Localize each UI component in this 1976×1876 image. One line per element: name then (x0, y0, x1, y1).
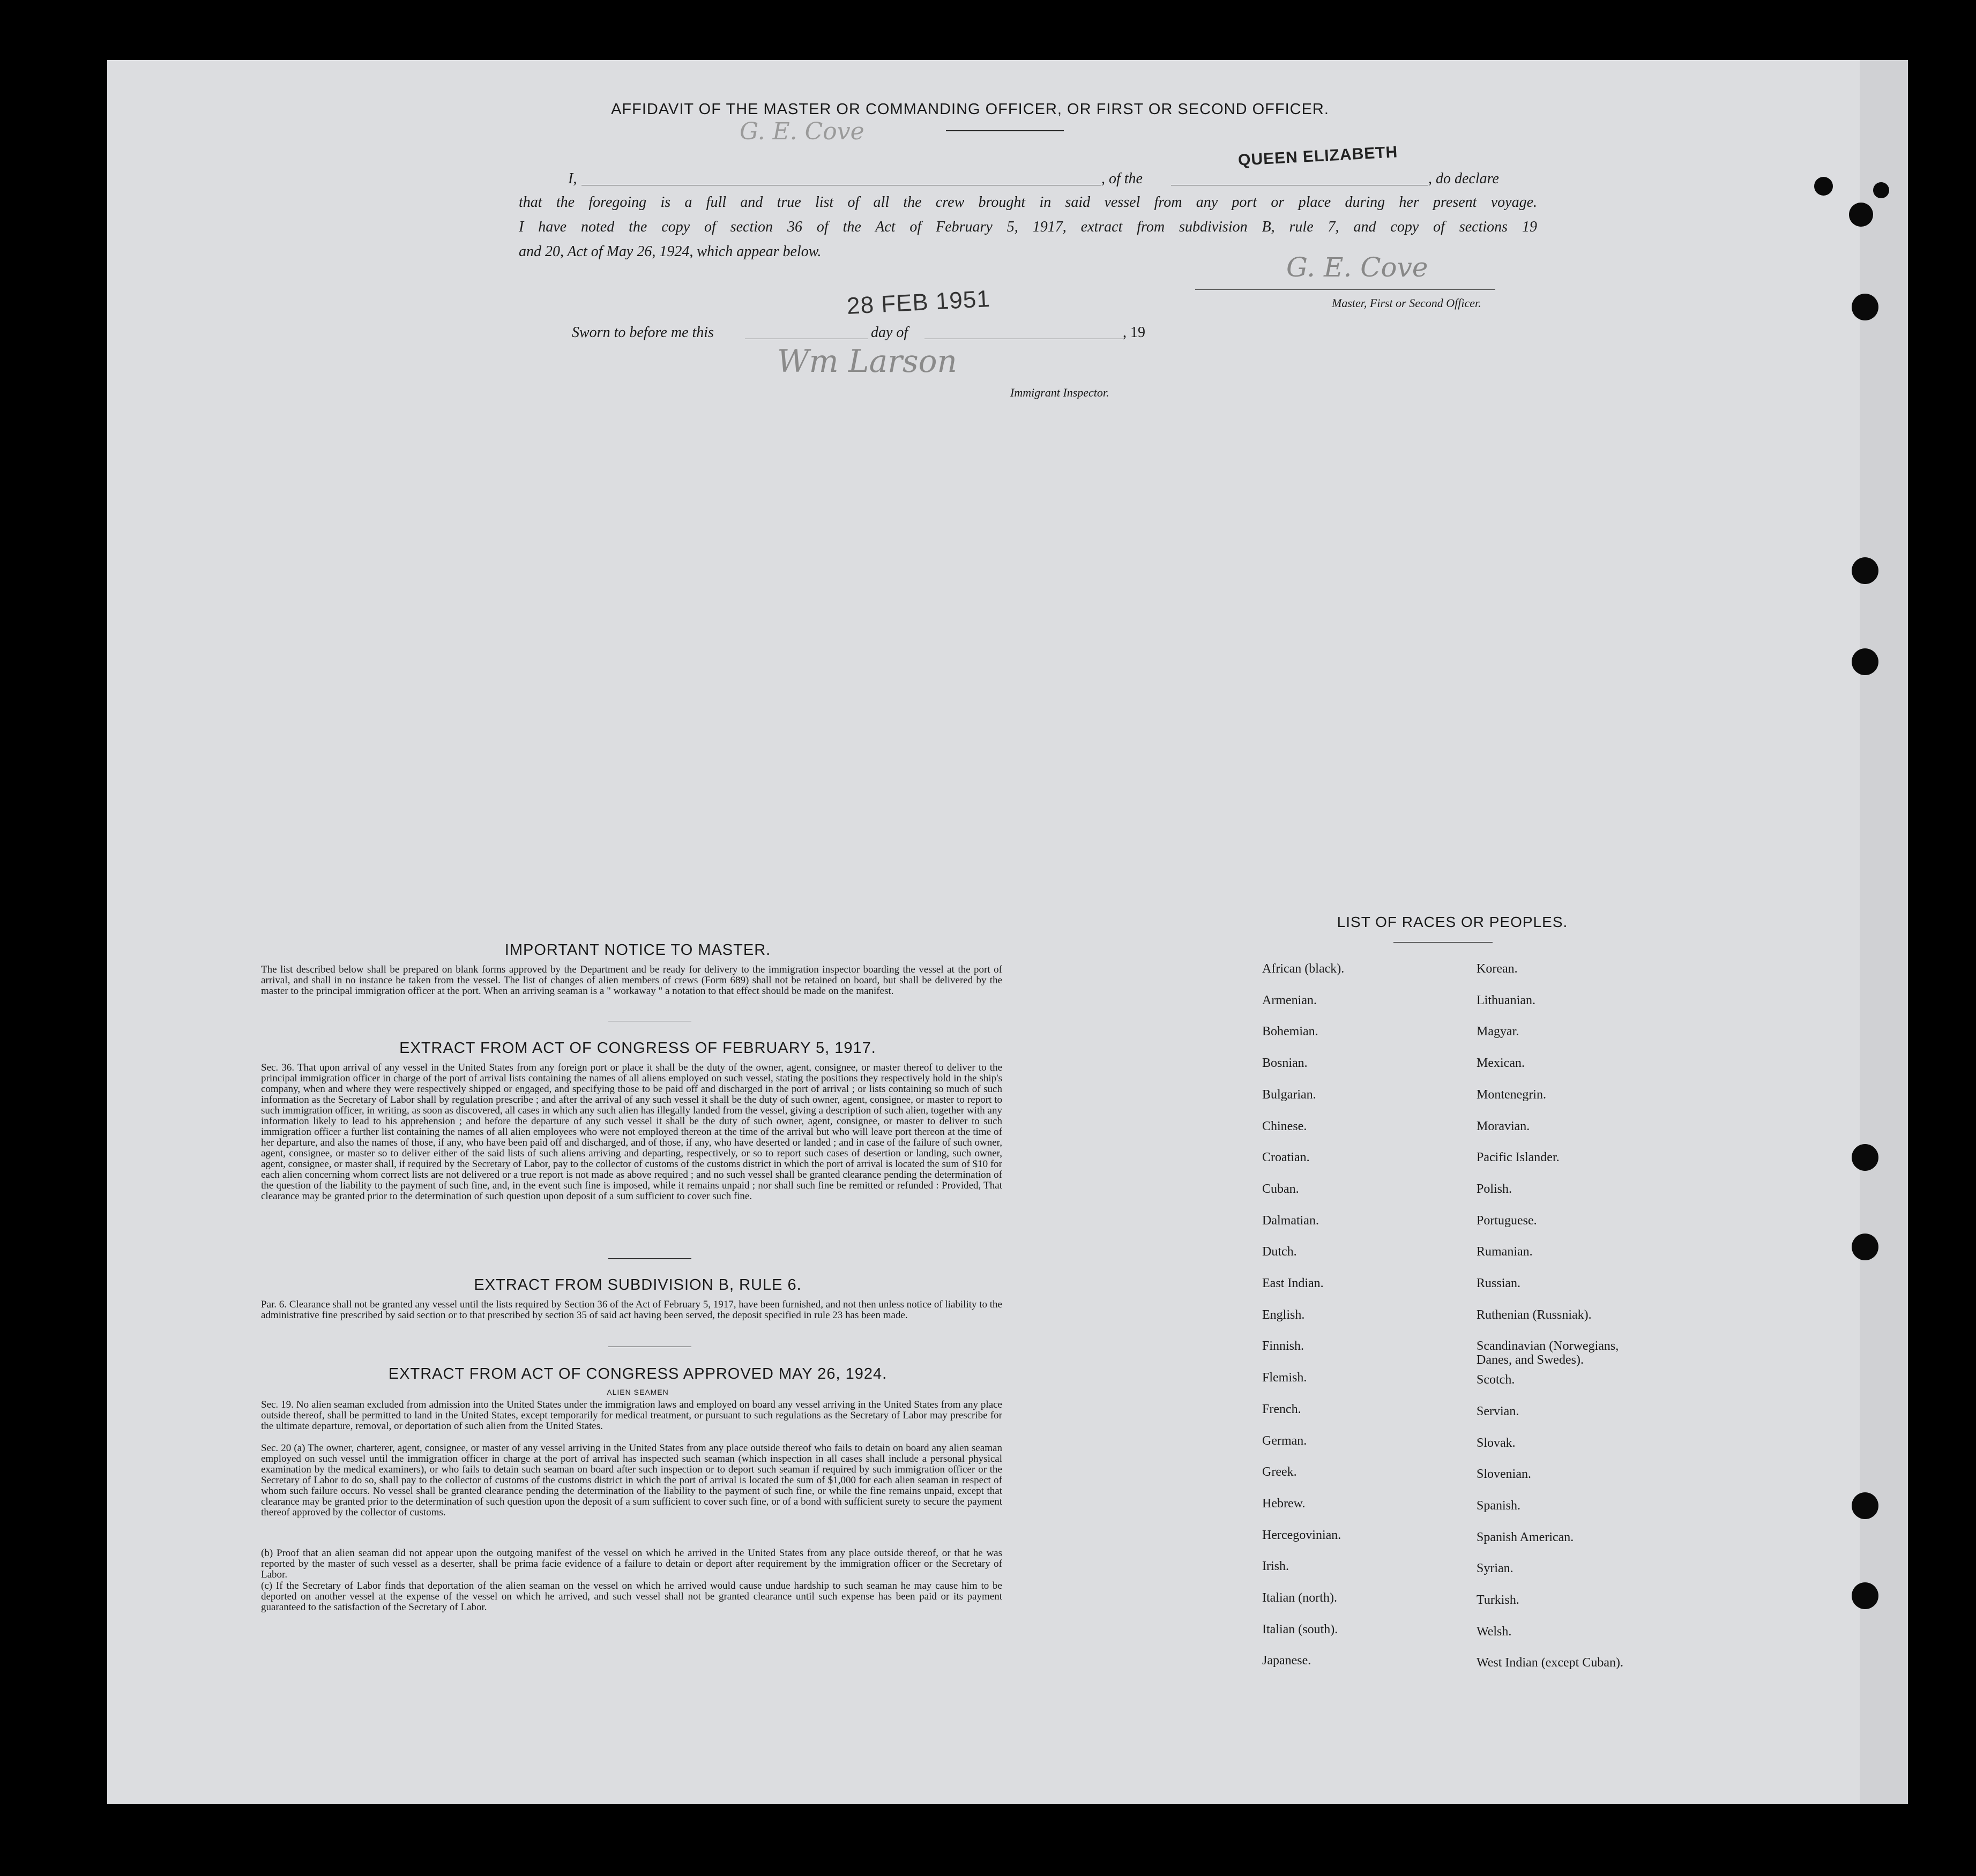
race-item: Flemish. (1262, 1371, 1307, 1385)
race-item: Irish. (1262, 1559, 1289, 1573)
race-item: Scotch. (1477, 1373, 1515, 1387)
race-item: Spanish. (1477, 1499, 1521, 1513)
race-item: Moravian. (1477, 1119, 1530, 1133)
master-caption: Master, First or Second Officer. (1332, 296, 1481, 310)
race-item: English. (1262, 1308, 1305, 1322)
master-signature: G. E. Cove (1286, 252, 1428, 283)
sworn-label: Sworn to before me this (572, 324, 714, 341)
race-item: German. (1262, 1434, 1307, 1448)
extract-1924-subtitle: ALIEN SEAMEN (607, 1388, 669, 1396)
vessel-name-stamp: QUEEN ELIZABETH (1237, 143, 1398, 169)
race-item: Servian. (1477, 1404, 1519, 1418)
race-item: Slovenian. (1477, 1467, 1531, 1481)
punch-hole (1852, 1582, 1878, 1609)
punch-hole (1849, 203, 1873, 227)
title-rule (946, 130, 1064, 131)
punch-hole (1852, 1492, 1878, 1519)
race-item: Croatian. (1262, 1150, 1310, 1164)
i-label: I, (568, 170, 577, 187)
race-item: Finnish. (1262, 1339, 1304, 1353)
handwritten-name-ghost: G. E. Cove (740, 118, 864, 145)
race-item: Cuban. (1262, 1182, 1299, 1196)
punch-hole (1873, 182, 1889, 198)
race-item: Bosnian. (1262, 1056, 1308, 1070)
extract-1924-sec19: Sec. 19. No alien seaman excluded from admission into the United States under the immigration laws and employed on board any vessel arriving in the United States from any place outside thereof, shall be permitted to land in the United States, except temporarily for medical treatment, or pursuant to such regulations as the Secretary of Labor may prescribe for the ultimate departure, removal, or deportation of such alien from the United States. (261, 1399, 1002, 1432)
year-label: , 19 (1123, 324, 1145, 341)
race-item: Polish. (1477, 1182, 1512, 1196)
race-item: Magyar. (1477, 1025, 1519, 1038)
race-item: Portuguese. (1477, 1214, 1537, 1228)
race-item: Lithuanian. (1477, 993, 1535, 1007)
race-item: Welsh. (1477, 1625, 1512, 1639)
races-rule (1393, 942, 1493, 943)
race-item: Korean. (1477, 962, 1518, 976)
punch-hole (1852, 294, 1878, 320)
punch-hole (1814, 177, 1833, 196)
extract-1917-title: EXTRACT FROM ACT OF CONGRESS OF FEBRUARY 5, 1917. (399, 1040, 876, 1057)
date-stamp: 28 FEB 1951 (846, 286, 991, 319)
race-item: Greek. (1262, 1465, 1297, 1479)
race-item: Mexican. (1477, 1056, 1525, 1070)
race-item: Bulgarian. (1262, 1088, 1316, 1102)
race-item: Turkish. (1477, 1593, 1519, 1607)
master-signature-line (1195, 289, 1495, 290)
day-of-label: day of (871, 324, 908, 341)
race-item: Rumanian. (1477, 1245, 1533, 1259)
race-item: Scandinavian (Norwegians, Danes, and Swedes). (1477, 1339, 1619, 1367)
race-item: Montenegrin. (1477, 1088, 1546, 1102)
punch-hole (1852, 557, 1878, 584)
extract-1924-sec20b: (b) Proof that an alien seaman did not appear upon the outgoing manifest of the vessel on which he arrived in the United States from any place outside thereof, or that he was reported by the master of such vessel as a deserter, shall be prima facie evidence of a failure to detain or deport after requirement by the immigration officer or the Secretary of Labor. (261, 1548, 1002, 1580)
race-item: Armenian. (1262, 993, 1317, 1007)
do-declare-label: , do declare (1428, 170, 1499, 187)
inspector-caption: Immigrant Inspector. (1010, 386, 1109, 399)
race-item: Dutch. (1262, 1245, 1297, 1259)
affidavit-line-3: and 20, Act of May 26, 1924, which appear below. (519, 243, 822, 260)
race-item: Ruthenian (Russniak). (1477, 1308, 1592, 1322)
extract-1924-sec20a: Sec. 20 (a) The owner, charterer, agent, consignee, or master of any vessel arriving in the United States from any place outside thereof who fails to detain on board any alien seaman employed on such vessel until the immigration officer in charge at the port of arrival has inspected such seaman (which inspection in all cases shall include a personal physical examination by the medical examiners), or who fails to detain such seaman on board after such inspection or to deport such seaman if required by such immigration officer or the Secretary of Labor to do so, shall pay to the collector of customs of the customs district in which the port of arrival is located the sum of $1,000 for each alien seaman in respect of whom such failure occurs. No vessel shall be granted clearance pending the determination of the liability to the payment of such fine, or while the fine remains unpaid, except that clearance may be granted prior to the determination of such question upon the deposit of a sum sufficient to cover such fine, or of a bond with sufficient surety to secure the payment thereof approved by the collector of customs. (261, 1442, 1002, 1518)
race-item: Hebrew. (1262, 1497, 1306, 1511)
race-item: Italian (north). (1262, 1591, 1337, 1605)
race-item: Chinese. (1262, 1119, 1307, 1133)
subdivision-title: EXTRACT FROM SUBDIVISION B, RULE 6. (474, 1276, 802, 1294)
race-item: Syrian. (1477, 1561, 1513, 1575)
race-item: African (black). (1262, 962, 1345, 976)
race-item: Slovak. (1477, 1436, 1516, 1450)
inspector-signature: Wm Larson (777, 343, 957, 379)
of-the-label: , of the (1101, 170, 1143, 187)
race-item: Bohemian. (1262, 1025, 1318, 1038)
binding-strip (1860, 60, 1908, 1804)
races-title: LIST OF RACES OR PEOPLES. (1337, 914, 1568, 930)
extract-1917-rule (608, 1258, 691, 1259)
race-item: East Indian. (1262, 1276, 1324, 1290)
race-item: Japanese. (1262, 1654, 1311, 1668)
race-item: Dalmatian. (1262, 1214, 1319, 1228)
punch-hole (1852, 1234, 1878, 1260)
race-item: French. (1262, 1402, 1301, 1416)
extract-1917-body: Sec. 36. That upon arrival of any vessel in the United States from any foreign port or place it shall be the duty of the owner, agent, consignee, or master thereof to deliver to the principal immigration officer in charge of the port of arrival lists containing the names of all aliens employed on such vessel, stating the positions they respectively hold in the ship's company, when and where they were respectively shipped or engaged, and specifying those to be paid off and discharged in the port of arrival ; or lists containing so much of such information as the Secretary of Labor shall by regulation prescribe ; and after the arrival of any such vessel it shall be the duty of such owner, agent, consignee, or master to report to such immigration officer, in writing, as soon as discovered, all cases in which any such alien has illegally landed from the vessel, giving a description of such alien, together with any information likely to lead to his apprehension ; and before the departure of any such vessel it shall be the duty of such owner, agent, consignee, or master to deliver to such immigration officer a further list containing the names of all alien employees who were not employed thereon at the time of the arrival but who will leave port thereon at the time of her departure, and also the names of those, if any, who have been paid off and discharged, and of those, if any, who have deserted or landed ; and in case of the failure of such owner, agent, consignee, or master so to deliver either of the said lists of such aliens arriving and departing, respectively, or so to report such cases of desertion or landing, such owner, agent, consignee, or master shall, if required by the Secretary of Labor, pay to the collector of customs of the customs district in which the port of arrival is located the sum of $10 for each alien concerning whom correct lists are not delivered or a true report is not made as above required ; and no such vessel shall be granted clearance pending the determination of the question of the liability to the payment of such fine, and, in the event such fine is imposed, while it remains unpaid ; nor shall such fine be remitted or refunded : Provided, That clearance may be granted prior to the determination of such question upon deposit of a sum sufficient to cover such fine. (261, 1062, 1002, 1202)
punch-hole (1852, 1144, 1878, 1171)
race-item: Russian. (1477, 1276, 1521, 1290)
extract-1924-sec20c: (c) If the Secretary of Labor finds that deportation of the alien seaman on the vessel on which he arrived would cause undue hardship to such seaman he may cause him to be deported on another vessel at the expense of the vessel on which he arrived, and such vessel shall not be granted clearance until such expense has been paid or its payment guaranteed to the satisfaction of the Secretary of Labor. (261, 1580, 1002, 1613)
affidavit-title: AFFIDAVIT OF THE MASTER OR COMMANDING OFFICER, OR FIRST OR SECOND OFFICER. (611, 101, 1329, 118)
document-sheet (107, 60, 1860, 1804)
subdivision-body: Par. 6. Clearance shall not be granted any vessel until the lists required by Section 36 of the Act of February 5, 1917, have been furnished, and not then unless notice of liability to the administrative fine prescribed by said section or to that prescribed by section 35 of said act having been served, the deposit specified in rule 23 has been made. (261, 1299, 1002, 1321)
race-item: West Indian (except Cuban). (1477, 1656, 1623, 1670)
notice-body: The list described below shall be prepared on blank forms approved by the Department and be ready for delivery to the immigration inspector boarding the vessel at the port of arrival, and shall in no instance be taken from the vessel. The list of changes of alien members of crews (Form 689) shall not be retained on board, but shall be delivered by the master to the principal immigration officer at the port. When an arriving seaman is a " workaway " a notation to that effect should be made on the manifest. (261, 964, 1002, 997)
punch-hole (1852, 648, 1878, 675)
extract-1924-title: EXTRACT FROM ACT OF CONGRESS APPROVED MAY 26, 1924. (388, 1365, 888, 1382)
race-item: Pacific Islander. (1477, 1150, 1560, 1164)
notice-title: IMPORTANT NOTICE TO MASTER. (504, 941, 771, 959)
race-item: Spanish American. (1477, 1530, 1574, 1544)
affidavit-line-2: I have noted the copy of section 36 of the Act of February 5, 1917, extract from subdivision B, rule 7, and copy of sections 19 (519, 219, 1537, 235)
race-item: Hercegovinian. (1262, 1528, 1341, 1542)
affidavit-line-1: that the foregoing is a full and true list of all the crew brought in said vessel from any port or place during her present voyage. (519, 194, 1537, 211)
race-item: Italian (south). (1262, 1623, 1338, 1636)
